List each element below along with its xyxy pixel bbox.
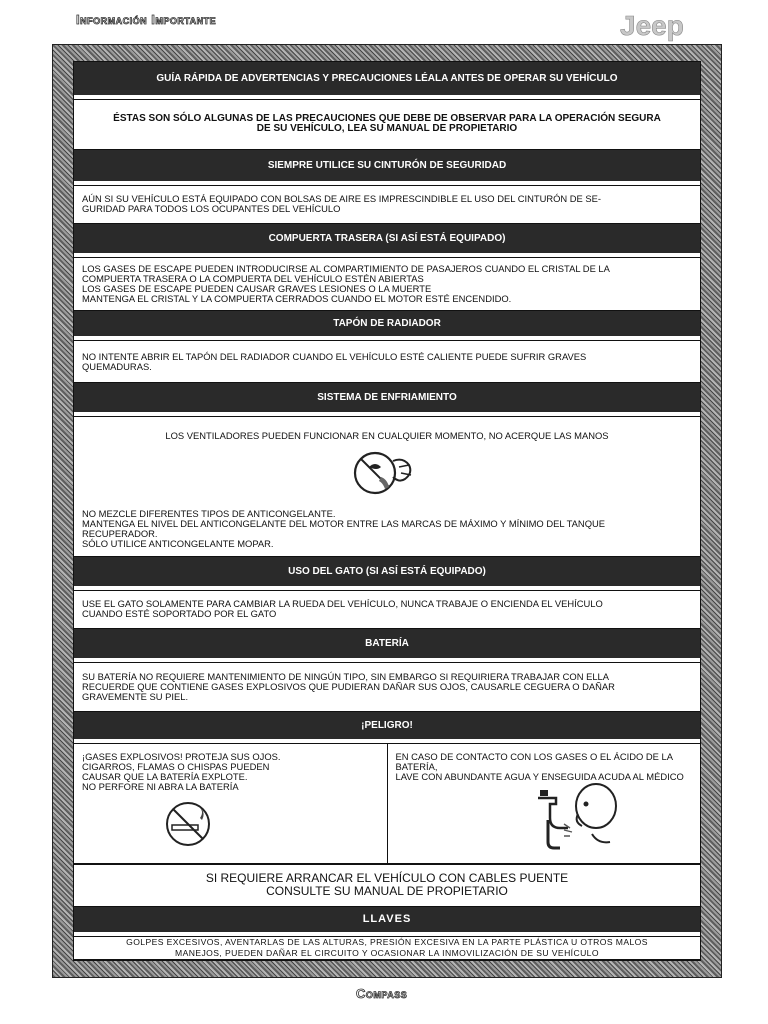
text-line: CIGARROS, FLAMAS O CHISPAS PUEDEN xyxy=(82,761,270,773)
text-line: MANTENGA EL CRISTAL Y LA COMPUERTA CERRADOS CUANDO EL MOTOR ESTÉ ENCENDIDO. xyxy=(82,292,512,304)
text-line: CUANDO ESTÉ SOPORTADO POR EL GATO xyxy=(82,608,277,620)
keys-text xyxy=(74,936,700,960)
panel-title: GUÍA RÁPIDA DE ADVERTENCIAS Y PRECAUCIONES LÉALA ANTES DE OPERAR SU VEHÍCULO xyxy=(74,62,700,99)
danger-heading: ¡PELIGRO! xyxy=(74,712,700,743)
radiator-heading: TAPÓN DE RADIADOR xyxy=(74,311,700,340)
text-line: ¡GASES EXPLOSIVOS! PROTEJA SUS OJOS. xyxy=(82,751,281,763)
intro-line: DE SU VEHÍCULO, LEA SU MANUAL DE PROPIETARIO xyxy=(256,123,518,135)
cooling-heading: SISTEMA DE ENFRIAMIENTO xyxy=(74,383,700,416)
text-line: AÚN SI SU VEHÍCULO ESTÁ EQUIPADO CON BOLSAS DE AIRE ES IMPRESCINDIBLE EL USO DEL CINTURÓN DE SE- xyxy=(82,193,602,205)
text-line: MANEJOS, PUEDEN DAÑAR EL CIRCUITO Y OCASIONAR LA INMOVILIZACIÓN DE SU VEHÍCULO xyxy=(175,947,599,958)
text-line: USE EL GATO SOLAMENTE PARA CAMBIAR LA RUEDA DEL VEHÍCULO, NUNCA TRABAJE O ENCIENDA EL VEHÍCULO xyxy=(82,598,603,610)
fan-warning: LOS VENTILADORES PUEDEN FUNCIONAR EN CUALQUIER MOMENTO, NO ACERQUE LAS MANOS xyxy=(165,430,609,442)
text-line: RECUERDE QUE CONTIENE GASES EXPLOSIVOS QUE PUDIERAN DAÑAR SUS OJOS, CAUSARLE CEGUERA O DAÑAR xyxy=(82,680,615,692)
text-line: GURIDAD PARA TODOS LOS OCUPANTES DEL VEHÍCULO xyxy=(82,203,341,215)
text-line: SÓLO UTILICE ANTICONGELANTE MOPAR. xyxy=(82,538,274,550)
jack-text xyxy=(74,590,700,629)
liftgate-heading: COMPUERTA TRASERA (SI ASÍ ESTÁ EQUIPADO) xyxy=(74,224,700,257)
text-line: LOS GASES DE ESCAPE PUEDEN INTRODUCIRSE AL COMPARTIMIENTO DE PASAJEROS CUANDO EL CRISTAL DE LA xyxy=(82,262,610,274)
text-line: GOLPES EXCESIVOS, AVENTARLAS DE LAS ALTURAS, PRESIÓN EXCESIVA EN LA PARTE PLÁSTICA U OTROS MALOS xyxy=(126,936,648,947)
jumpstart-box xyxy=(74,864,700,907)
text-line: LOS GASES DE ESCAPE PUEDEN CAUSAR GRAVES LESIONES O LA MUERTE xyxy=(82,282,432,294)
danger-box xyxy=(74,743,700,863)
brand-logo: Jeep xyxy=(620,10,684,41)
jumpstart-line: CONSULTE SU MANUAL DE PROPIETARIO xyxy=(266,884,508,899)
cooling-text xyxy=(74,416,700,556)
text-line: NO INTENTE ABRIR EL TAPÓN DEL RADIADOR CUANDO EL VEHÍCULO ESTÉ CALIENTE PUEDE SUFRIR GRAVES xyxy=(82,350,587,362)
eye-wash-icon xyxy=(530,778,630,854)
intro-line: ÉSTAS SON SÓLO ALGUNAS DE LAS PRECAUCIONES QUE DEBE DE OBSERVAR PARA LA OPERACIÓN SEGURA xyxy=(113,113,661,125)
text-line: LAVE CON ABUNDANTE AGUA Y ENSEGUIDA ACUDA AL MÉDICO xyxy=(395,771,684,783)
jumpstart-line: SI REQUIERE ARRANCAR EL VEHÍCULO CON CABLES PUENTE xyxy=(205,871,569,886)
jack-heading: USO DEL GATO (SI ASÍ ESTÁ EQUIPADO) xyxy=(74,557,700,590)
text-line: RECUPERADOR. xyxy=(82,528,158,540)
liftgate-text xyxy=(74,257,700,311)
danger-left xyxy=(74,744,387,862)
intro-box xyxy=(74,99,700,150)
page-section-title: Información Importante xyxy=(76,12,217,27)
no-smoking-icon xyxy=(160,800,216,848)
text-line: CAUSAR QUE LA BATERÍA EXPLOTE. xyxy=(82,771,248,783)
warning-panel xyxy=(73,61,701,961)
text-line: NO MEZCLE DIFERENTES TIPOS DE ANTICONGELANTE. xyxy=(82,508,336,520)
text-line: NO PERFORE NI ABRA LA BATERÍA xyxy=(82,781,239,793)
battery-heading: BATERÍA xyxy=(74,629,700,662)
model-name: Compass xyxy=(356,986,408,1001)
keys-heading: LLAVES xyxy=(74,907,700,936)
text-line: EN CASO DE CONTACTO CON LOS GASES O EL ÁCIDO DE LA BATERÍA, xyxy=(395,751,673,773)
battery-text xyxy=(74,662,700,713)
seatbelt-heading: SIEMPRE UTILICE SU CINTURÓN DE SEGURIDAD xyxy=(74,150,700,185)
text-line: QUEMADURAS. xyxy=(82,360,152,372)
radiator-text xyxy=(74,340,700,383)
no-hands-fan-icon xyxy=(82,447,692,499)
text-line: SU BATERÍA NO REQUIERE MANTENIMIENTO DE NINGÚN TIPO, SIN EMBARGO SI REQUIRIERA TRABAJAR CON ELLA xyxy=(82,670,610,682)
text-line: MANTENGA EL NIVEL DEL ANTICONGELANTE DEL MOTOR ENTRE LAS MARCAS DE MÁXIMO Y MÍNIMO DEL TANQUE xyxy=(82,518,606,530)
warning-panel-frame xyxy=(52,44,722,978)
danger-right xyxy=(387,744,701,862)
seatbelt-text xyxy=(74,185,700,224)
text-line: COMPUERTA TRASERA O LA COMPUERTA DEL VEHÍCULO ESTÉN ABIERTAS xyxy=(82,272,424,284)
text-line: GRAVEMENTE SU PIEL. xyxy=(82,690,189,702)
